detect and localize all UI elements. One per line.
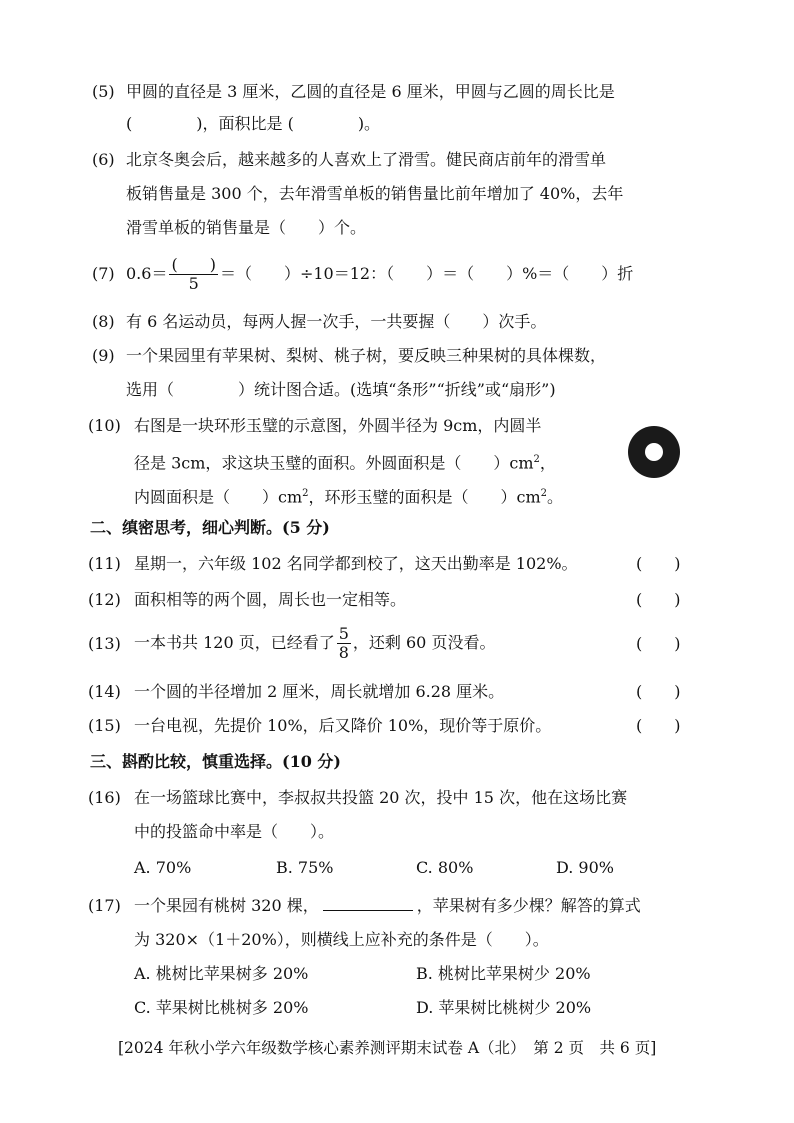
q17-option-c[interactable]: C. 苹果树比桃树多 20% [134, 998, 309, 1017]
q17-fill-blank[interactable] [323, 894, 413, 911]
q7-fraction-denominator: 5 [188, 274, 199, 293]
q5-number: (5) [92, 82, 115, 101]
q9-line2: 选用（ ）统计图合适。(选填“条形”“折线”或“扇形”) [126, 380, 556, 399]
section-3-title: 三、斟酌比较，慎重选择。(10 分) [90, 752, 341, 771]
q16-option-a[interactable]: A. 70% [134, 858, 192, 877]
q12-number: (12) [88, 590, 121, 609]
q12-text: 面积相等的两个圆，周长也一定相等。 [134, 590, 407, 609]
q10-line2-end: ， [539, 453, 556, 473]
q10-number: (10) [88, 416, 121, 435]
q5-line2: ( )，面积比是 ( )。 [126, 114, 381, 133]
section-2-title: 二、缜密思考，细心判断。(5 分) [90, 518, 330, 537]
q8-number: (8) [92, 312, 115, 331]
q15-answer-bracket[interactable]: ( ) [636, 716, 681, 735]
q10-line3-sup2: 2 [540, 488, 548, 499]
q16-option-b[interactable]: B. 75% [276, 858, 334, 877]
q10-line2-sup: 2 [533, 454, 540, 465]
q15-number: (15) [88, 716, 121, 735]
q6-number: (6) [92, 150, 115, 169]
q10-line1: 右图是一块环形玉璧的示意图，外圆半径为 9cm，内圆半 [134, 416, 542, 435]
q7-rest: ＝（ ）÷10＝12：（ ）＝（ ）%＝（ ）折 [219, 264, 634, 283]
q17-number: (17) [88, 896, 121, 915]
q11-number: (11) [88, 554, 121, 573]
q8-line1: 有 6 名运动员，每两人握一次手，一共要握（ ）次手。 [126, 312, 547, 331]
q13-lead: 一本书共 120 页，已经看了 [134, 633, 335, 652]
q13-fraction [337, 625, 351, 662]
q13-answer-bracket[interactable]: ( ) [636, 634, 681, 653]
q6-line3: 滑雪单板的销售量是（ ）个。 [126, 218, 367, 237]
q7-fraction [169, 256, 218, 293]
q7-lead: 0.6＝ [126, 264, 168, 283]
q13-fraction-numerator: 5 [338, 624, 349, 643]
q16-line1: 在一场篮球比赛中，李叔叔共投篮 20 次，投中 15 次，他在这场比赛 [134, 788, 628, 807]
q17-option-d[interactable]: D. 苹果树比桃树少 20% [416, 998, 592, 1017]
q6-line2: 板销售量是 300 个，去年滑雪单板的销售量比前年增加了 40%，去年 [126, 184, 624, 203]
q10-line3 [134, 482, 563, 509]
q10-line3-text: 内圆面积是（ ）cm [134, 487, 303, 507]
q7-line [126, 254, 633, 294]
ring-inner-hole [645, 443, 663, 461]
page-footer: [2024 年秋小学六年级数学核心素养测评期末试卷 A（北） 第 2 页 共 6 页] [118, 1039, 657, 1057]
q14-number: (14) [88, 682, 121, 701]
q9-number: (9) [92, 346, 115, 365]
q10-line3-mid: ，环形玉璧的面积是（ ）cm [308, 487, 541, 507]
q16-option-d[interactable]: D. 90% [556, 858, 614, 877]
q16-number: (16) [88, 788, 121, 807]
q14-answer-bracket[interactable]: ( ) [636, 682, 681, 701]
q13-line [134, 622, 495, 664]
q12-answer-bracket[interactable]: ( ) [636, 590, 681, 609]
q10-line3-sup: 2 [302, 488, 309, 499]
q13-fraction-denominator: 8 [338, 643, 349, 662]
q10-line2-text: 径是 3cm，求这块玉璧的面积。外圆面积是（ ）cm [134, 453, 534, 473]
q16-option-c[interactable]: C. 80% [416, 858, 474, 877]
q17-line1 [134, 894, 641, 918]
q15-text: 一台电视，先提价 10%，后又降价 10%，现价等于原价。 [134, 716, 552, 735]
jade-ring-figure [626, 424, 682, 480]
q17-option-b[interactable]: B. 桃树比苹果树少 20% [416, 964, 591, 983]
q11-answer-bracket[interactable]: ( ) [636, 554, 681, 573]
q11-text: 星期一，六年级 102 名同学都到校了，这天出勤率是 102%。 [134, 554, 578, 573]
q17-line2: 为 320×（1＋20%），则横线上应补充的条件是（ ）。 [134, 930, 549, 949]
q7-fraction-numerator: ( ) [171, 255, 216, 274]
q10-line2 [134, 448, 556, 475]
q10-line3-end: 。 [547, 487, 564, 507]
q13-rest: ，还剩 60 页没看。 [352, 633, 496, 652]
q13-number: (13) [88, 634, 121, 653]
q17-option-a[interactable]: A. 桃树比苹果树多 20% [134, 964, 309, 983]
q14-text: 一个圆的半径增加 2 厘米，周长就增加 6.28 厘米。 [134, 682, 505, 701]
q17-line1-rest: ，苹果树有多少棵？解答的算式 [416, 896, 641, 915]
q16-line2: 中的投篮命中率是（ ）。 [134, 822, 335, 841]
q17-line1-lead: 一个果园有桃树 320 棵， [134, 896, 319, 915]
q6-line1: 北京冬奥会后，越来越多的人喜欢上了滑雪。健民商店前年的滑雪单 [126, 150, 607, 169]
q5-line1: 甲圆的直径是 3 厘米，乙圆的直径是 6 厘米，甲圆与乙圆的周长比是 [126, 82, 615, 101]
q7-number: (7) [92, 264, 115, 283]
q9-line1: 一个果园里有苹果树、梨树、桃子树，要反映三种果树的具体棵数， [126, 346, 607, 365]
